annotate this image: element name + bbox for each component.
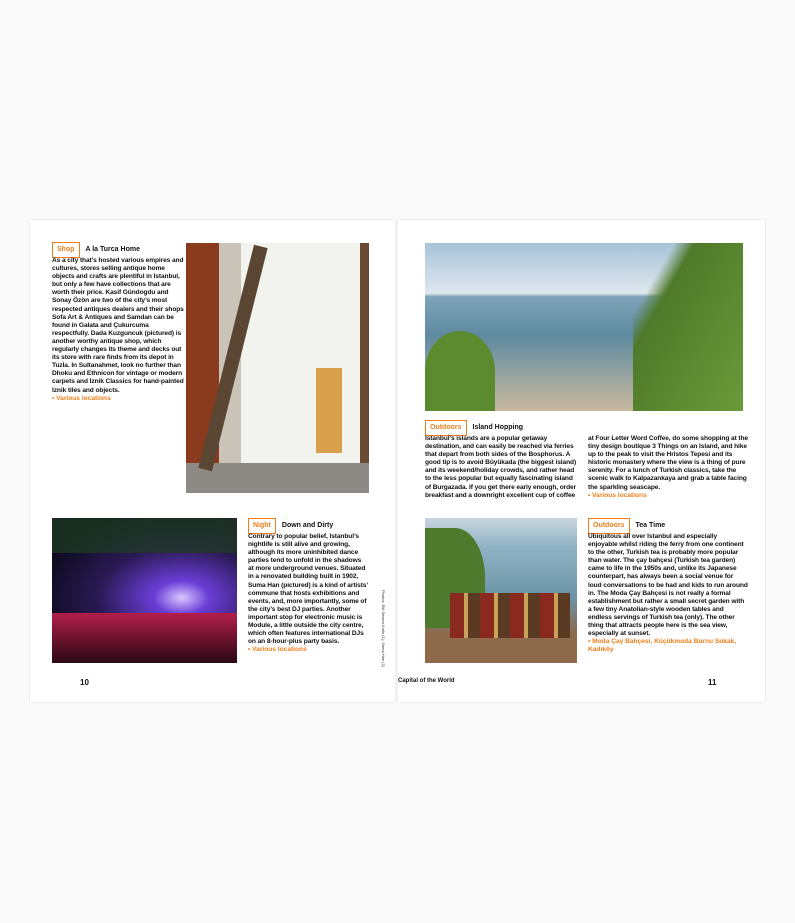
night-section <box>248 518 368 654</box>
running-title: Capital of the World <box>398 678 455 684</box>
page-number-left: 10 <box>80 678 89 687</box>
night-location: • Various locations <box>248 646 307 654</box>
night-tag: Night <box>248 518 276 534</box>
shop-title: A la Turca Home <box>85 246 140 253</box>
night-body: Contrary to popular belief, Istanbul’s nightlife is still alive and growing, although its more uninhibited dance parties tend to unfold in the shadows at more underground venues. Situated in a renovated building built in 1902, Suma Han (pictured) is a kind of artists’ commune that hosts exhibitions and events, and, more importantly, some of the city’s best DJ parties. Another important stop for electronic music is Module, a little outside the city centre, which often features international DJs on an 8-hour-plus party basis. <box>248 533 368 646</box>
page-number-right: 11 <box>708 678 717 687</box>
island-tag: Outdoors <box>425 420 467 436</box>
tea-tag: Outdoors <box>588 518 630 534</box>
shop-section <box>52 242 184 403</box>
tea-section <box>588 518 748 654</box>
island-body-col2: at Four Letter Word Coffee, do some shopping at the tiny design boutique 3 Things on an Island, and hike up to the peak to visit the Hristos Tepesi and its historic monastery where the view is a thing of pure serenity. For a lunch of Turkish classics, take the scenic walk to Kalpazankaya and grab a table facing the sparkling seascape. <box>588 435 748 491</box>
nightclub-photo <box>52 518 237 663</box>
antique-shop-photo <box>186 243 369 493</box>
shop-body: As a city that’s hosted various empires and cultures, stores selling antique home objects and crafts are plentiful in Istanbul, but only a few have collections that are worth their price. Kasif Gündogdu and Sonay Özön are two of the city’s most respected antiques dealers and their shops Sofa Art & Antiques and Samdan can be found in Galata and Çukurcuma respectfully. Dada Kuzguncuk (pictured) is another worthy antique shop, which regularly changes its theme and decks out its store with rare finds from its depot in Tuzla. In Sultanahmet, look no further than Dhoku and Ethnicon for vintage or modern carpets and Iznik Classics for hand-painted Iznik tiles and objects. <box>52 257 184 394</box>
left-page <box>30 220 395 702</box>
island-body-col1: Istanbul’s islands are a popular getaway destination, and can easily be reached via ferries that depart from both sides of the Bosphorus. A good tip is to avoid Büyükada (the biggest island) and its weekend/holiday crowds, and rather head to the less popular but equally fascinating island of Burgazada. If you get there early enough, order breakfast and a downright excellent cup of coffee <box>425 435 577 499</box>
tea-title: Tea Time <box>635 522 666 529</box>
tea-location: • Moda Çay Bahçesi, Küçükmoda Burnu Sokak, Kadıköy <box>588 638 737 654</box>
island-coast-photo <box>425 243 743 411</box>
night-title: Down and Dirty <box>281 522 334 529</box>
island-location: • Various locations <box>588 491 647 499</box>
shop-tag: Shop <box>52 242 80 258</box>
right-page <box>398 220 765 702</box>
shop-location: • Various locations <box>52 394 111 402</box>
island-title: Island Hopping <box>472 424 524 431</box>
tea-body: Ubiquitous all over Istanbul and especially enjoyable whilst riding the ferry from one continent to the other, Turkish tea is probably more popular than water. The çay bahçesi (Turkish tea garden) came to life in the 1950s and, unlike its Japanese counterpart, has always been a social venue for loud conversations to be had and kids to run around in. The Moda Çay Bahçesi is not really a formal establishment but rather a small secret garden with a few tiny Anatolian-style wooden tables and endless servings of Turkish tea (only). The other thing that attracts people here is the sea view, especially at sunset. <box>588 533 748 638</box>
island-section <box>425 420 748 499</box>
photo-credit: Photos: Elif Sevem Kutlu (1); Suma Han (2) <box>381 590 386 668</box>
tea-garden-photo <box>425 518 577 663</box>
